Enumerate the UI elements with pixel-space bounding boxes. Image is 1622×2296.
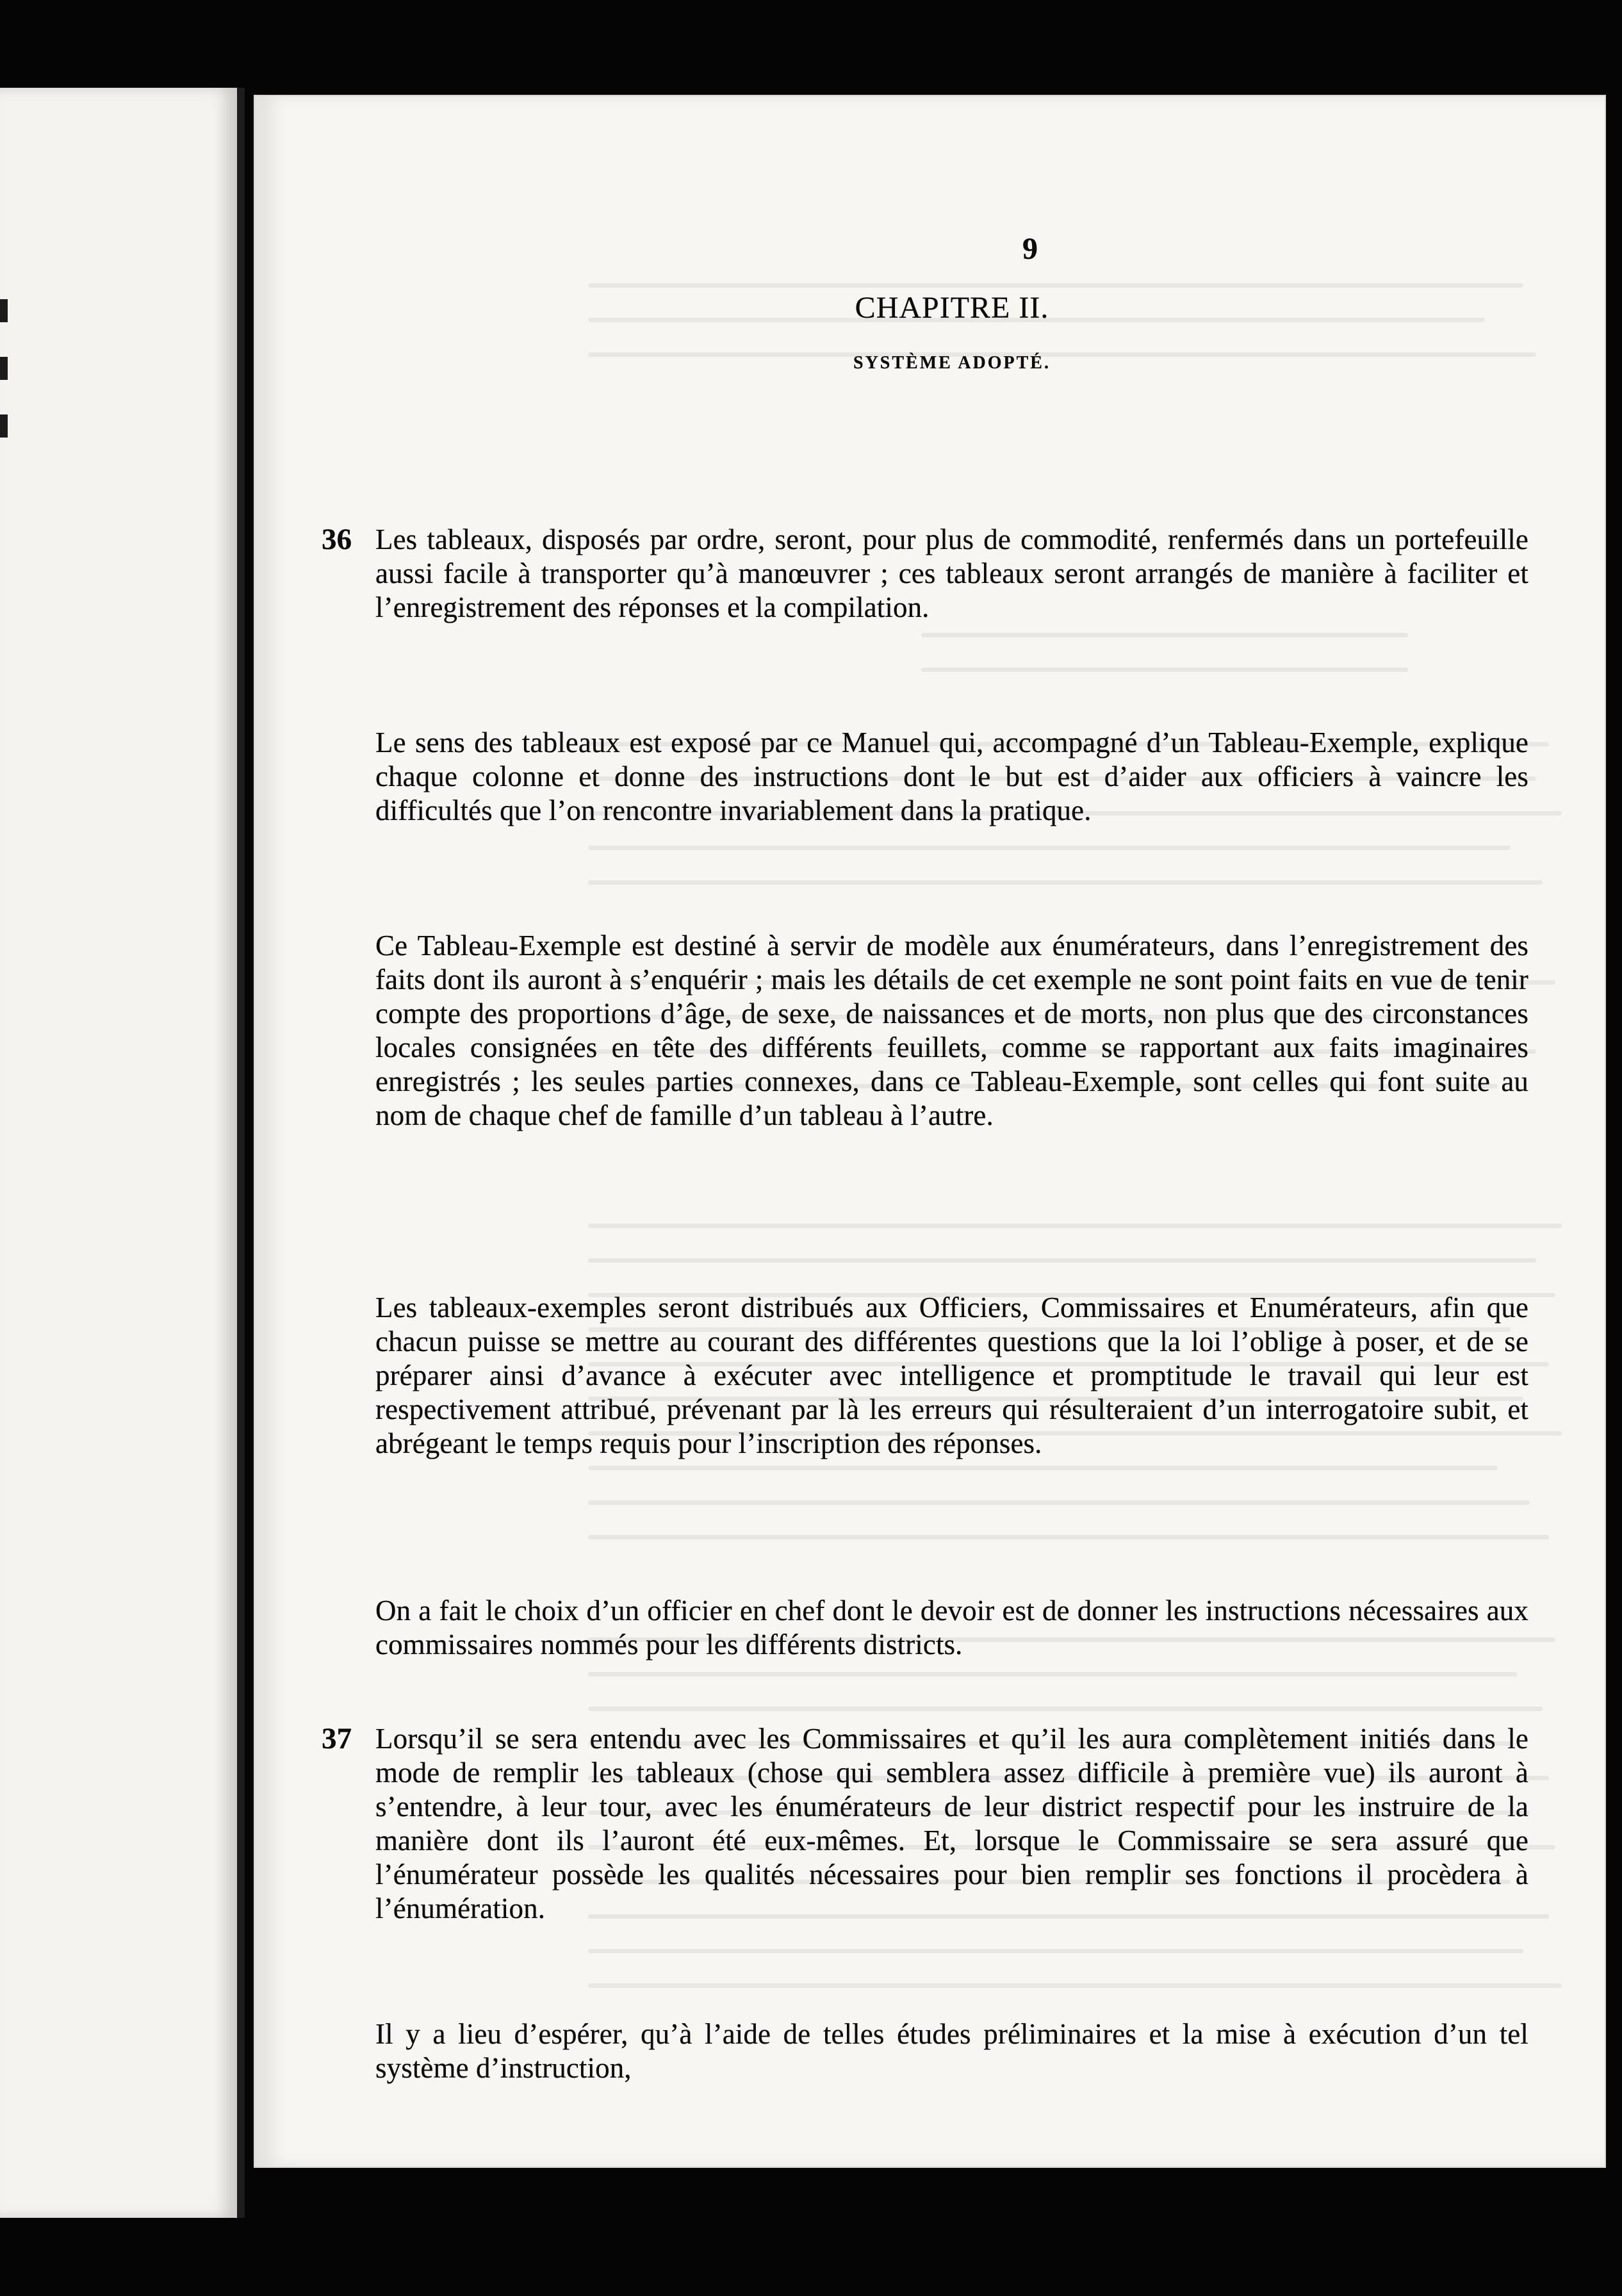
bleed-through-text-line bbox=[588, 1258, 1536, 1263]
left-page-dark-mark bbox=[0, 414, 8, 438]
bleed-through-text-line bbox=[588, 1983, 1562, 1988]
left-page-dark-mark bbox=[0, 299, 8, 322]
left-page-edge bbox=[0, 88, 245, 2218]
paragraph-text: Les tableaux, disposés par ordre, seront, pour plus de commodité, renfermés dans un portefeuille aussi facile à transporter qu’à manœuvrer ; ces tableaux seront arrangés de manière à faciliter et l’enregistrement des réponses et la compilation. bbox=[375, 523, 1528, 623]
paragraph bbox=[375, 1291, 1528, 1461]
paragraph-text: Lorsqu’il se sera entendu avec les Commissaires et qu’il les aura complètement initiés dans le mode de remplir les tableaux (chose qui semblera assez difficile à première vue) ils auront à s’entendre, à leur tour, avec les énumérateurs de leur district respectif pour les instruire de la manière dont ils l’auront été eux-mêmes. Et, lorsque le Commissaire se sera assuré que l’énumérateur possède les qualités nécessaires pour bien remplir ses fonctions il procèdera à l’énumération. bbox=[375, 1723, 1528, 1924]
paragraph bbox=[375, 1594, 1528, 1662]
document-page bbox=[255, 96, 1605, 2167]
paragraph-37 bbox=[322, 1722, 1528, 1926]
paragraph bbox=[375, 2017, 1528, 2085]
bleed-through-text-line bbox=[588, 880, 1543, 885]
bleed-through-text-line bbox=[588, 1949, 1523, 1953]
paragraph-text: Ce Tableau-Exemple est destiné à servir de modèle aux énumérateurs, dans l’enregistrement des faits dont ils auront à s’enquérir ; mais les détails de cet exemple ne sont point faits en vue de tenir compte des proportions d’âge, de sexe, de naissances et de morts, non plus que des circonstances locales consignées en tête des différents feuillets, comme se rapportant aux faits imaginaires enregistrés ; les seules parties connexes, dans ce Tableau-Exemple, sont celles qui font suite au nom de chaque chef de famille d’un tableau à l’autre. bbox=[375, 930, 1528, 1131]
bleed-through-text-line bbox=[588, 1707, 1543, 1711]
paragraph-36 bbox=[322, 523, 1528, 625]
page-number: 9 bbox=[1022, 232, 1038, 266]
bleed-through-text-line bbox=[588, 283, 1523, 288]
bleed-through-text-line bbox=[921, 633, 1408, 637]
bleed-through-text-line bbox=[588, 1672, 1517, 1677]
paragraph bbox=[375, 929, 1528, 1133]
paragraph-number: 37 bbox=[322, 1722, 352, 1755]
chapter-title: CHAPITRE II. bbox=[855, 291, 1049, 325]
bleed-through-text-line bbox=[588, 1535, 1549, 1539]
paragraph-text: Le sens des tableaux est exposé par ce Manuel qui, accompagné d’un Tableau-Exemple, explique chaque colonne et donne des instructions dont le but est d’aider aux officiers à vaincre les difficultés que l’on rencontre invariablement dans la pratique. bbox=[375, 726, 1528, 826]
bleed-through-text-line bbox=[588, 1224, 1562, 1228]
paragraph-text: Il y a lieu d’espérer, qu’à l’aide de telles études préliminaires et la mise à exécution d’un tel système d’instruction, bbox=[375, 2018, 1528, 2084]
bleed-through-text-line bbox=[588, 1500, 1530, 1505]
bleed-through-text-line bbox=[921, 668, 1408, 672]
paragraph-text: On a fait le choix d’un officier en chef dont le devoir est de donner les instructions nécessaires aux commissaires nommés pour les différents districts. bbox=[375, 1595, 1528, 1660]
paragraph bbox=[375, 726, 1528, 828]
left-page-dark-mark bbox=[0, 357, 8, 380]
bleed-through-text-line bbox=[588, 846, 1511, 850]
section-title: SYSTÈME ADOPTÉ. bbox=[853, 353, 1051, 373]
paragraph-number: 36 bbox=[322, 523, 352, 556]
paragraph-text: Les tableaux-exemples seront distribués aux Officiers, Commissaires et Enumérateurs, afin que chacun puisse se mettre au courant des différentes questions que la loi l’oblige à poser, et de se préparer ainsi d’avance à exécuter avec intelligence et promptitude le travail qui leur est respectivement attribué, prévenant par là les erreurs qui résulteraient d’un interrogatoire subit, et abrégeant le temps requis pour l’inscription des réponses. bbox=[375, 1292, 1528, 1459]
bleed-through-text-line bbox=[588, 1466, 1498, 1470]
